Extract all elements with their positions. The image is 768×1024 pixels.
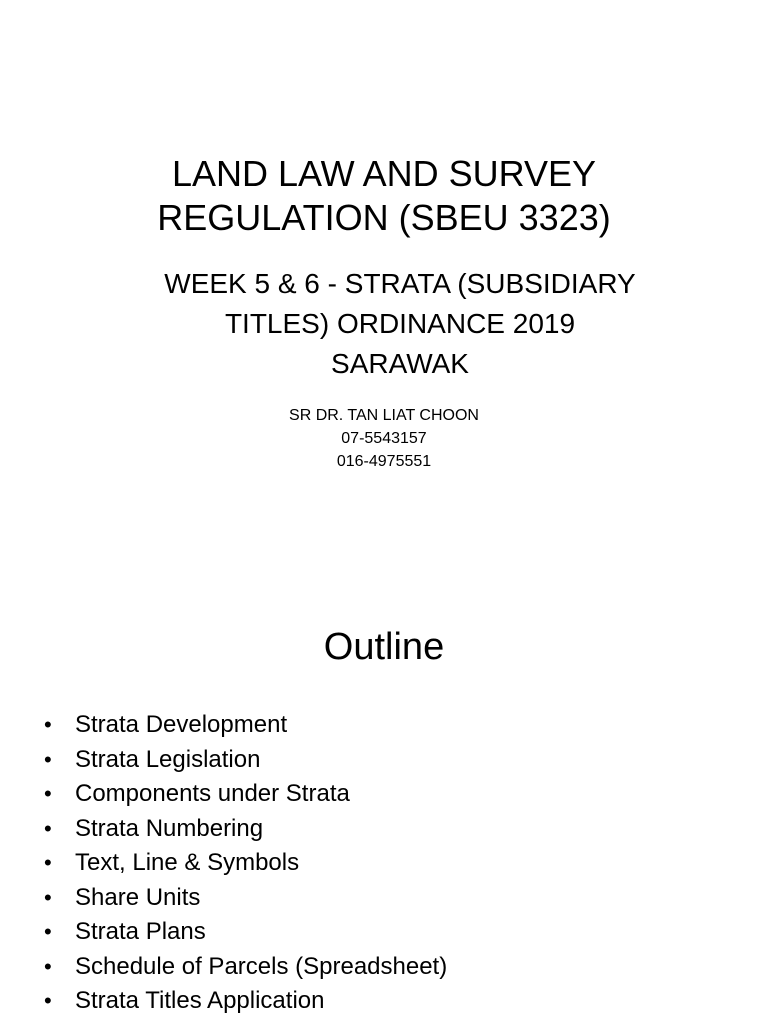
bullet-icon: •: [44, 988, 52, 1013]
list-item-label: Text, Line & Symbols: [75, 849, 300, 876]
author-name: SR DR. TAN LIAT CHOON: [289, 407, 479, 424]
bullet-icon: •: [44, 746, 52, 772]
list-item: [44, 777, 447, 812]
bullet-icon: •: [44, 919, 52, 944]
list-item: [44, 708, 447, 743]
title-line: LAND LAW AND SURVEY: [171, 153, 597, 194]
bullet-icon: •: [44, 712, 52, 737]
list-item: [44, 846, 447, 881]
outline-slide: [0, 576, 768, 1024]
bullet-icon: •: [44, 781, 52, 806]
list-item: [44, 881, 447, 916]
subtitle-line: SARAWAK: [331, 348, 469, 379]
bullet-icon: •: [44, 815, 52, 841]
subtitle-line: TITLES) ORDINANCE 2019: [224, 308, 576, 339]
outline-title: Outline: [323, 626, 445, 668]
list-item-label: Components under Strata: [75, 780, 350, 807]
list-item: [44, 950, 447, 985]
list-item: [44, 743, 447, 778]
title-line: REGULATION (SBEU 3323): [157, 197, 611, 238]
list-item-label: Strata Numbering: [75, 814, 264, 842]
bullet-icon: •: [44, 953, 52, 979]
outline-list: [44, 708, 447, 1019]
list-item-label: Strata Titles Application: [75, 987, 325, 1014]
author-block: [0, 404, 768, 473]
bullet-icon: •: [44, 850, 52, 875]
list-item: [44, 812, 447, 847]
list-item-label: Strata Legislation: [75, 745, 261, 773]
mobile-phone: 016-4975551: [336, 453, 432, 470]
list-item: [44, 915, 447, 950]
subtitle-line: WEEK 5 & 6 - STRATA (SUBSIDIARY: [164, 268, 636, 299]
list-item: [44, 984, 447, 1019]
list-item-label: Strata Development: [75, 711, 288, 738]
list-item-label: Share Units: [75, 883, 201, 911]
slide-subtitle: [100, 264, 700, 384]
list-item-label: Schedule of Parcels (Spreadsheet): [75, 952, 448, 980]
office-phone: 07-5543157: [341, 430, 427, 447]
bullet-icon: •: [44, 884, 52, 910]
slide-title: [0, 152, 768, 240]
list-item-label: Strata Plans: [75, 918, 206, 945]
